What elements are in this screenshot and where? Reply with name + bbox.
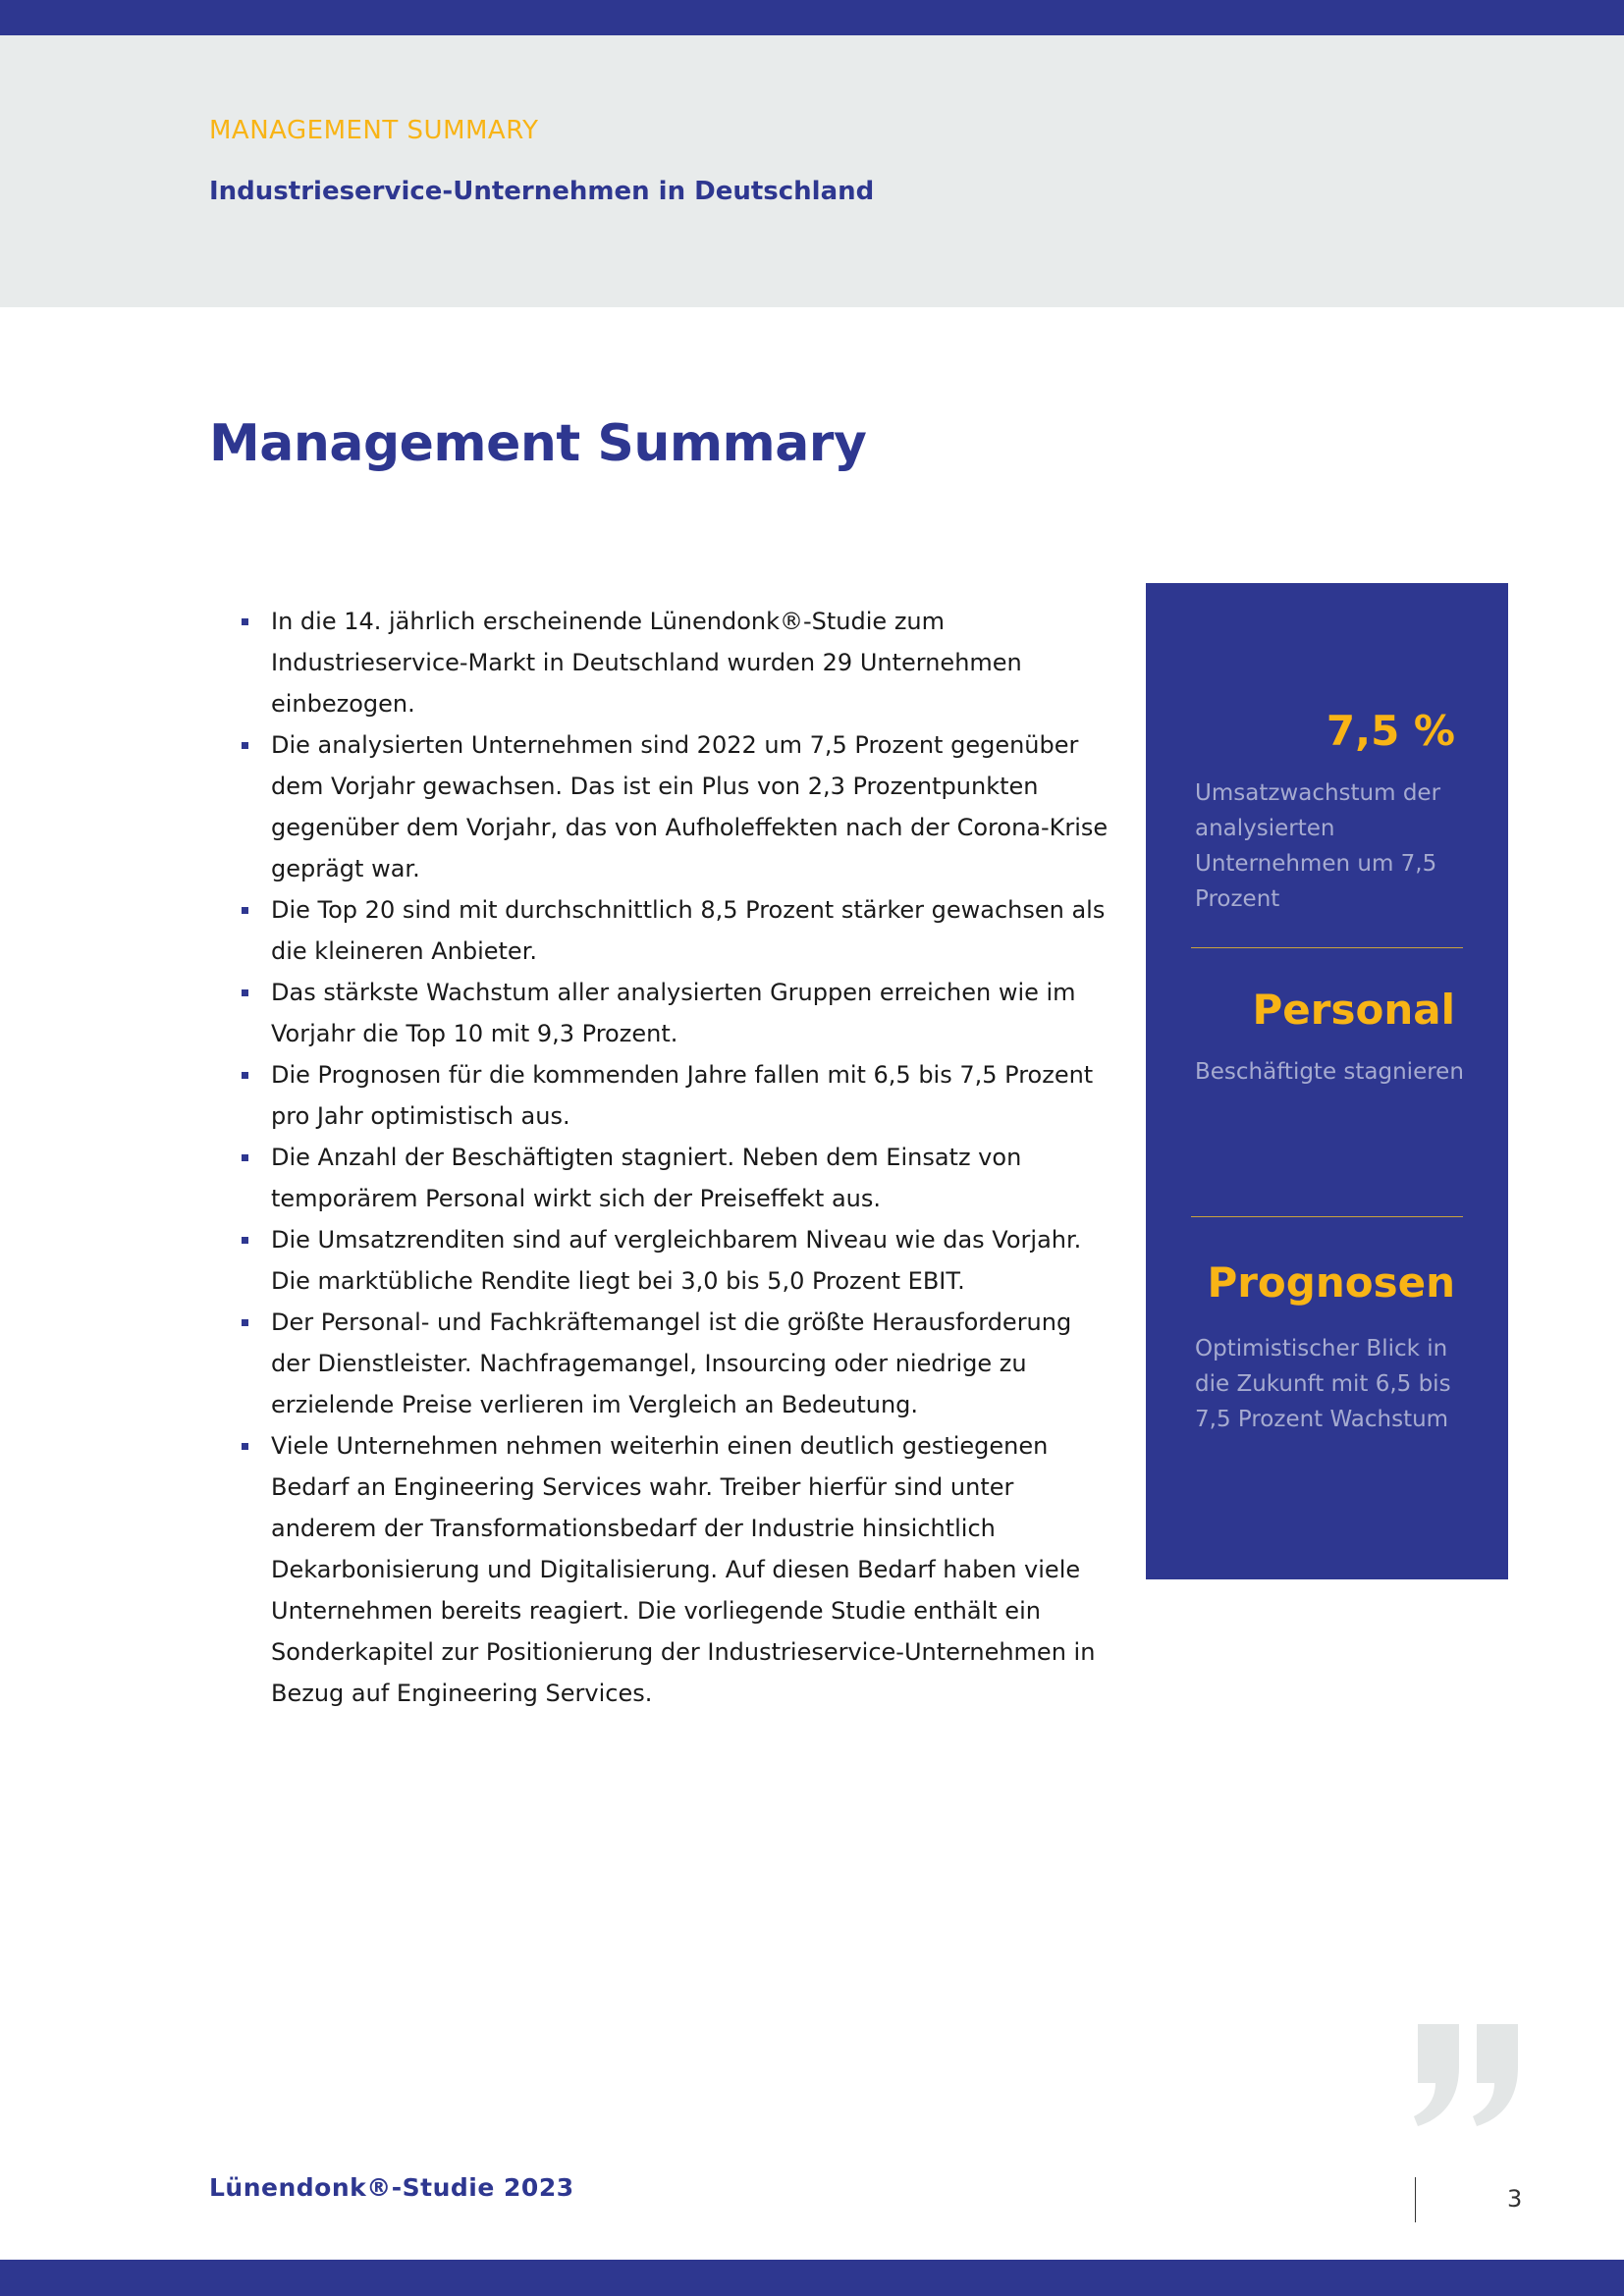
- bullet-item: Das stärkste Wachstum aller analysierten Gruppen erreichen wie im Vorjahr die Top 10 mit 9,3 Prozent.: [242, 972, 1115, 1054]
- bullet-item: Die Umsatzrenditen sind auf vergleichbarem Niveau wie das Vorjahr. Die marktübliche Rendite liegt bei 3,0 bis 5,0 Prozent EBIT.: [242, 1219, 1115, 1302]
- footer-study-label: Lünendonk®-Studie 2023: [209, 2173, 574, 2202]
- bullet-item: Viele Unternehmen nehmen weiterhin einen deutlich gestiegenen Bedarf an Engineering Services wahr. Treiber hierfür sind unter anderem der Transformationsbedarf der Industrie hinsichtlich Dekarbonisierung und Digitalisierung. Auf diesen Bedarf haben viele Unternehmen bereits reagiert. Die vorliegende Studie enthält ein Sonderkapitel zur Positionierung der Industrieservice-Unternehmen in Bezug auf Engineering Services.: [242, 1425, 1115, 1714]
- metric-prognosen-value: Prognosen: [1207, 1258, 1455, 1307]
- section-kicker: MANAGEMENT SUMMARY: [209, 116, 539, 145]
- bullet-item: In die 14. jährlich erscheinende Lünendonk®-Studie zum Industrieservice-Markt in Deutschland wurden 29 Unternehmen einbezogen.: [242, 601, 1115, 724]
- bullet-item: Die Prognosen für die kommenden Jahre fallen mit 6,5 bis 7,5 Prozent pro Jahr optimistisch aus.: [242, 1054, 1115, 1137]
- bottom-accent-bar: [0, 2260, 1624, 2296]
- metric-growth-value: 7,5 %: [1326, 707, 1455, 755]
- sidebar-divider: [1191, 947, 1463, 948]
- metric-personal-value: Personal: [1252, 986, 1455, 1034]
- closing-quote-icon: [1414, 2024, 1522, 2126]
- metric-growth-description: Umsatzwachstum der analysierten Unternehmen um 7,5 Prozent: [1195, 780, 1441, 912]
- page-number: 3: [1507, 2185, 1523, 2213]
- bullet-item: Der Personal- und Fachkräftemangel ist die größte Herausforderung der Dienstleister. Nachfragemangel, Insourcing oder niedrige zu erzielende Preise verlieren im Vergleich an Bedeutung.: [242, 1302, 1115, 1425]
- page-title: Management Summary: [209, 414, 867, 473]
- footer-divider: [1415, 2177, 1416, 2222]
- metric-prognosen-description: Optimistischer Blick in die Zukunft mit 6,5 bis 7,5 Prozent Wachstum: [1195, 1336, 1451, 1432]
- top-accent-bar: [0, 0, 1624, 35]
- bullet-item: Die Anzahl der Beschäftigten stagniert. Neben dem Einsatz von temporärem Personal wirkt sich der Preiseffekt aus.: [242, 1137, 1115, 1219]
- key-figures-sidebar: [1146, 583, 1508, 1579]
- bullet-item: Die Top 20 sind mit durchschnittlich 8,5 Prozent stärker gewachsen als die kleineren Anbieter.: [242, 889, 1115, 972]
- bullet-item: Die analysierten Unternehmen sind 2022 um 7,5 Prozent gegenüber dem Vorjahr gewachsen. Das ist ein Plus von 2,3 Prozentpunkten gegenüber dem Vorjahr, das von Aufholeffekten nach der Corona-Krise geprägt war.: [242, 724, 1115, 889]
- section-subtitle: Industrieservice-Unternehmen in Deutschland: [209, 177, 875, 206]
- page-header: [0, 35, 1624, 307]
- sidebar-divider: [1191, 1216, 1463, 1217]
- summary-bullet-list: [242, 601, 1115, 1714]
- metric-personal-description: Beschäftigte stagnieren: [1195, 1059, 1464, 1085]
